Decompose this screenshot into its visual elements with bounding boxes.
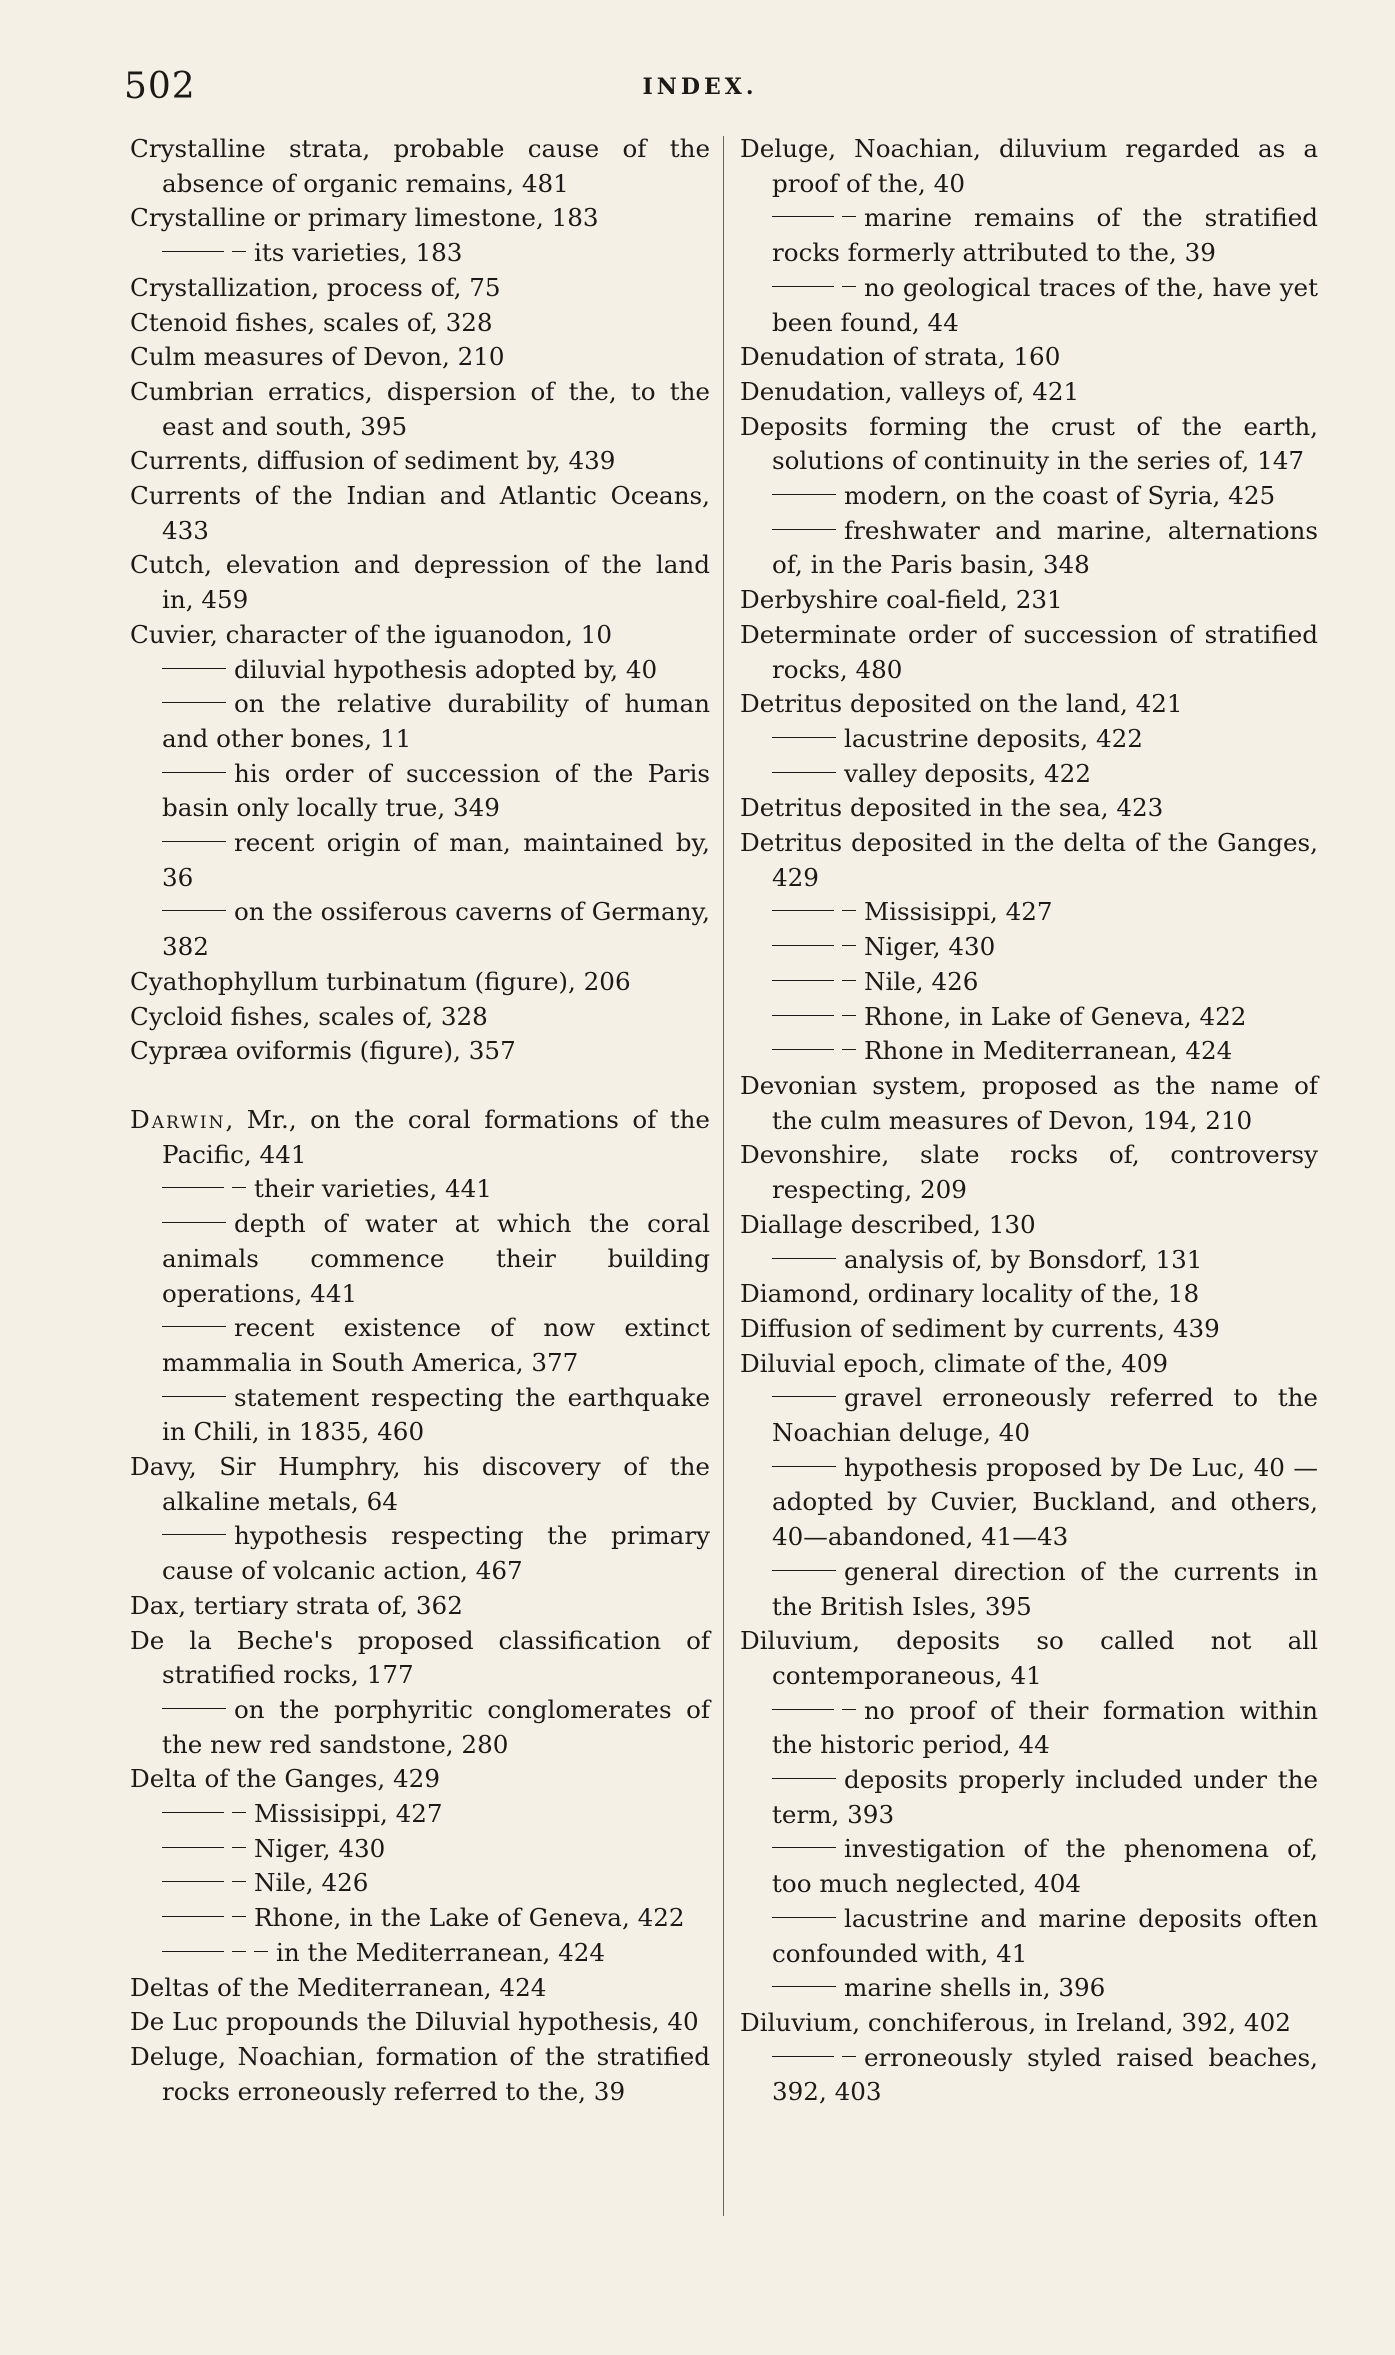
entry-text: depth of water at which the coral animals commence their building operations, 441 (162, 1209, 710, 1308)
ditto-dash (772, 1917, 836, 1918)
index-subentry (740, 1451, 1318, 1555)
ditto-dash (842, 910, 856, 911)
index-entry (130, 2040, 710, 2109)
entry-text: Denudation, valleys of, 421 (740, 376, 1080, 406)
entry-text: no geological traces of the, have yet been found, 44 (772, 272, 1318, 337)
entry-text: Ctenoid fishes, scales of, 328 (130, 307, 493, 337)
ditto-dash (162, 1222, 226, 1223)
ditto-dash (842, 2056, 856, 2057)
entry-text: Crystalline or primary limestone, 183 (130, 203, 599, 233)
index-entry (130, 618, 710, 653)
ditto-dash (162, 702, 226, 703)
index-entry (130, 1034, 710, 1069)
index-entry (130, 375, 710, 444)
entry-text: Diamond, ordinary locality of the, 18 (740, 1279, 1200, 1309)
ditto-dash (162, 910, 226, 911)
index-subentry (130, 1693, 710, 1762)
index-entry (740, 1069, 1318, 1138)
column-divider (723, 136, 724, 2216)
entry-text: investigation of the phenomena of, too much neglected, 404 (772, 1834, 1318, 1899)
entry-text: Cycloid fishes, scales of, 328 (130, 1001, 488, 1031)
index-entry (740, 2006, 1318, 2041)
index-subentry (740, 271, 1318, 340)
ditto-dash (162, 1534, 226, 1535)
index-entry (740, 1312, 1318, 1347)
index-entry (740, 1347, 1318, 1382)
entry-text: Diluvium, conchiferous, in Ireland, 392, 402 (740, 2007, 1291, 2037)
entry-text: Detritus deposited in the sea, 423 (740, 793, 1164, 823)
index-subentry (740, 1694, 1318, 1763)
entry-text: Missisippi, 427 (254, 1799, 443, 1829)
entry-text: lacustrine deposits, 422 (844, 723, 1143, 753)
ditto-dash (232, 1812, 246, 1813)
index-subentry (740, 2041, 1318, 2110)
index-entry (130, 1624, 710, 1693)
entry-text: deposits properly included under the term, 393 (772, 1765, 1318, 1829)
index-entry (740, 375, 1318, 410)
index-entry (130, 340, 710, 375)
entry-text: no proof of their formation within the historic period, 44 (772, 1695, 1318, 1760)
ditto-dash (162, 1881, 224, 1882)
index-subentry (130, 687, 710, 756)
entry-text: Rhone in Mediterranean, 424 (864, 1036, 1233, 1066)
entry-text: Cypræa oviformis (figure), 357 (130, 1036, 516, 1066)
ditto-dash (772, 1709, 834, 1710)
entry-text: Niger, 430 (254, 1833, 386, 1863)
index-subentry (130, 1519, 710, 1588)
index-subentry (740, 201, 1318, 270)
entry-text: De Luc propounds the Diluvial hypothesis, 40 (130, 2007, 699, 2037)
ditto-dash (232, 1847, 246, 1848)
ditto-dash (842, 286, 856, 287)
entry-text: recent existence of now extinct mammalia in South America, 377 (162, 1313, 710, 1377)
index-subentry (130, 1311, 710, 1380)
entry-text: Cyathophyllum turbinatum (figure), 206 (130, 966, 631, 996)
ditto-dash (232, 251, 246, 252)
ditto-dash (772, 980, 834, 981)
entry-text: Derbyshire coal-field, 231 (740, 585, 1063, 615)
ditto-dash (162, 1187, 224, 1188)
entry-text: Crystalline strata, probable cause of the absence of organic remains, 481 (130, 134, 710, 198)
ditto-dash (842, 945, 856, 946)
index-subentry (740, 1381, 1318, 1450)
entry-text: Diluvial epoch, climate of the, 409 (740, 1348, 1169, 1378)
running-head: INDEX. (642, 74, 758, 100)
entry-text: Dax, tertiary strata of, 362 (130, 1590, 463, 1620)
entry-text: on the porphyritic conglomerates of the new red sandstone, 280 (162, 1694, 710, 1759)
ditto-dash (772, 1986, 836, 1987)
index-entry (130, 271, 710, 306)
index-subentry (130, 826, 710, 895)
entry-text: Culm measures of Devon, 210 (130, 342, 505, 372)
ditto-dash (772, 1015, 834, 1016)
entry-text: Cumbrian erratics, dispersion of the, to the east and south, 395 (130, 376, 710, 441)
ditto-dash (232, 1916, 246, 1917)
index-subentry (130, 1901, 710, 1936)
index-entry (130, 548, 710, 617)
entry-text: Currents, diffusion of sediment by, 439 (130, 446, 616, 476)
index-entry (740, 410, 1318, 479)
entry-text: erroneously styled raised beaches, 392, 403 (772, 2042, 1318, 2107)
ditto-dash (842, 1049, 856, 1050)
ditto-dash (772, 910, 834, 911)
ditto-dash (162, 841, 226, 842)
entry-text: Deltas of the Mediterranean, 424 (130, 1972, 547, 2002)
index-subentry (130, 1936, 710, 1971)
index-entry (740, 687, 1318, 722)
ditto-dash (842, 216, 856, 217)
index-subentry (740, 1971, 1318, 2006)
entry-text: Diffusion of sediment by currents, 439 (740, 1313, 1220, 1343)
entry-text: marine remains of the stratified rocks formerly attributed to the, 39 (772, 203, 1318, 268)
index-subentry (130, 1797, 710, 1832)
entry-text: Nile, 426 (254, 1868, 369, 1898)
index-entry (740, 1208, 1318, 1243)
index-subentry (740, 757, 1318, 792)
entry-text: Missisippi, 427 (864, 897, 1053, 927)
ditto-dash (162, 1951, 224, 1952)
index-entry (130, 1762, 710, 1797)
index-column-left (130, 132, 710, 2109)
ditto-dash (232, 1951, 246, 1952)
entry-text: on the relative durability of human and other bones, 11 (162, 689, 710, 753)
ditto-dash (772, 216, 834, 217)
entry-text: marine shells in, 396 (844, 1973, 1106, 2003)
entry-text: Rhone, in Lake of Geneva, 422 (864, 1001, 1247, 1031)
ditto-dash (162, 251, 224, 252)
entry-text: recent origin of man, maintained by, 36 (162, 828, 710, 892)
ditto-dash (772, 1396, 836, 1397)
ditto-dash (232, 1881, 246, 1882)
entry-text: Delta of the Ganges, 429 (130, 1764, 440, 1794)
entry-text: freshwater and marine, alternations of, in the Paris basin, 348 (772, 515, 1318, 580)
index-column-right (740, 132, 1318, 2110)
entry-text: hypothesis proposed by De Luc, 40 —adopted by Cuvier, Buckland, and others, 40—abandoned, 41—43 (772, 1452, 1318, 1552)
entry-text: Crystallization, process of, 75 (130, 272, 501, 302)
index-entry (740, 340, 1318, 375)
index-entry (740, 826, 1318, 895)
ditto-dash (772, 1570, 836, 1571)
entry-text: Devonian system, proposed as the name of the culm measures of Devon, 194, 210 (740, 1070, 1318, 1135)
entry-text: diluvial hypothesis adopted by, 40 (234, 654, 658, 684)
index-entry (740, 1624, 1318, 1693)
entry-text: in the Mediterranean, 424 (276, 1937, 606, 1967)
index-entry (130, 965, 710, 1000)
ditto-dash (772, 2056, 834, 2057)
index-subentry (740, 479, 1318, 514)
index-subentry (740, 1034, 1318, 1069)
index-subentry (130, 653, 710, 688)
entry-text: Detritus deposited in the delta of the Ganges, 429 (740, 828, 1318, 892)
entry-text: Deluge, Noachian, formation of the stratified rocks erroneously referred to the, 39 (130, 2041, 710, 2106)
ditto-dash (162, 1847, 224, 1848)
entry-text: Rhone, in the Lake of Geneva, 422 (254, 1903, 685, 1933)
ditto-dash (772, 772, 836, 773)
entry-text: Devonshire, slate rocks of, controversy respecting, 209 (740, 1140, 1318, 1205)
entry-text: De la Beche's proposed classification of stratified rocks, 177 (130, 1625, 710, 1690)
index-entry (740, 132, 1318, 201)
entry-text: Cutch, elevation and depression of the land in, 459 (130, 550, 710, 615)
index-subentry (740, 514, 1318, 583)
entry-text: Detritus deposited on the land, 421 (740, 689, 1183, 719)
index-entry (130, 132, 710, 201)
entry-text: gravel erroneously referred to the Noachian deluge, 40 (772, 1383, 1318, 1448)
ditto-dash (162, 1326, 226, 1327)
index-entry (130, 1450, 710, 1519)
entry-text: Darwin, Mr., on the coral formations of the Pacific, 441 (130, 1104, 710, 1169)
ditto-dash (772, 1847, 836, 1848)
entry-text: lacustrine and marine deposits often confounded with, 41 (772, 1903, 1318, 1968)
index-subentry (740, 1000, 1318, 1035)
index-subentry (130, 1172, 710, 1207)
ditto-dash (772, 286, 834, 287)
entry-text: Davy, Sir Humphry, his discovery of the alkaline metals, 64 (130, 1452, 710, 1516)
index-entry (740, 1138, 1318, 1207)
index-subentry (740, 930, 1318, 965)
entry-text: modern, on the coast of Syria, 425 (844, 481, 1276, 511)
ditto-dash (842, 980, 856, 981)
index-entry (130, 201, 710, 236)
index-subentry (130, 1381, 710, 1450)
index-subentry (130, 895, 710, 964)
index-entry (130, 479, 710, 548)
entry-gap (130, 1069, 710, 1103)
index-entry (130, 1589, 710, 1624)
index-subentry (130, 236, 710, 271)
index-subentry (740, 1243, 1318, 1278)
entry-text: his order of succession of the Paris basin only locally true, 349 (162, 758, 710, 823)
index-entry (740, 1277, 1318, 1312)
index-subentry (740, 1555, 1318, 1624)
index-subentry (740, 895, 1318, 930)
index-entry (740, 791, 1318, 826)
ditto-dash (772, 1049, 834, 1050)
ditto-dash (772, 1466, 836, 1467)
index-subentry (740, 1902, 1318, 1971)
entry-text: Denudation of strata, 160 (740, 342, 1061, 372)
entry-text: Determinate order of succession of stratified rocks, 480 (740, 619, 1318, 684)
entry-text: Deposits forming the crust of the earth, solutions of continuity in the series of, 147 (740, 411, 1318, 476)
page-number: 502 (124, 66, 196, 107)
ditto-dash (162, 668, 226, 669)
index-subentry (130, 1866, 710, 1901)
entry-text: valley deposits, 422 (844, 758, 1091, 788)
ditto-dash (842, 1015, 856, 1016)
ditto-dash (772, 494, 836, 495)
index-subentry (740, 722, 1318, 757)
ditto-dash (772, 1778, 836, 1779)
ditto-dash (162, 1812, 224, 1813)
index-entry (740, 618, 1318, 687)
entry-text: its varieties, 183 (254, 238, 463, 268)
index-subentry (130, 1832, 710, 1867)
ditto-dash (772, 945, 834, 946)
entry-text: Diluvium, deposits so called not all contemporaneous, 41 (740, 1626, 1318, 1690)
entry-text: general direction of the currents in the British Isles, 395 (772, 1556, 1318, 1621)
index-subentry (740, 1832, 1318, 1901)
ditto-dash (162, 1396, 226, 1397)
index-subentry (740, 965, 1318, 1000)
index-entry (130, 2005, 710, 2040)
ditto-dash (162, 1916, 224, 1917)
ditto-dash (772, 737, 836, 738)
index-subentry (130, 757, 710, 826)
entry-text: Currents of the Indian and Atlantic Oceans, 433 (130, 481, 710, 545)
ditto-dash (162, 1708, 226, 1709)
index-entry (130, 306, 710, 341)
ditto-dash (162, 772, 226, 773)
ditto-dash (254, 1951, 268, 1952)
index-entry (130, 1971, 710, 2006)
entry-text: Niger, 430 (864, 932, 996, 962)
ditto-dash (772, 1258, 836, 1259)
index-entry (130, 444, 710, 479)
entry-text: Cuvier, character of the iguanodon, 10 (130, 619, 613, 649)
index-entry (130, 1000, 710, 1035)
ditto-dash (842, 1709, 856, 1710)
index-subentry (740, 1763, 1318, 1832)
ditto-dash (232, 1187, 246, 1188)
entry-text: their varieties, 441 (254, 1174, 492, 1204)
index-subentry (130, 1207, 710, 1311)
entry-text: Nile, 426 (864, 966, 979, 996)
entry-text: Deluge, Noachian, diluvium regarded as a proof of the, 40 (740, 134, 1318, 198)
entry-text: statement respecting the earthquake in Chili, in 1835, 460 (162, 1382, 710, 1447)
index-entry (130, 1103, 710, 1172)
entry-text: analysis of, by Bonsdorf, 131 (844, 1244, 1203, 1274)
index-entry (740, 583, 1318, 618)
entry-text: Diallage described, 130 (740, 1209, 1036, 1239)
entry-text: hypothesis respecting the primary cause of volcanic action, 467 (162, 1521, 710, 1586)
ditto-dash (772, 529, 836, 530)
entry-text: on the ossiferous caverns of Germany, 382 (162, 897, 710, 962)
